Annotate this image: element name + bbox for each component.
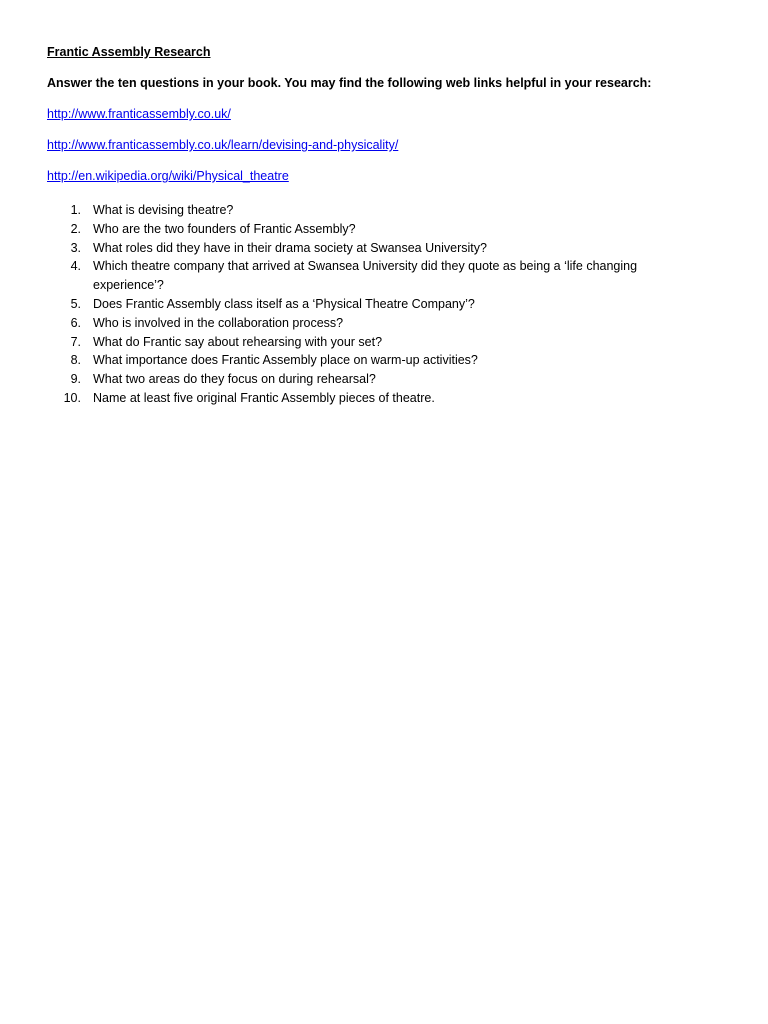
question-text: Who is involved in the collaboration process? [93, 315, 344, 330]
question-number: 9. [70, 372, 81, 387]
intro-paragraph: Answer the ten questions in your book. You may find the following web links helpful in your research: [47, 76, 652, 90]
question-item [47, 201, 707, 220]
link-frantic-home[interactable]: http://www.franticassembly.co.uk/ [47, 107, 231, 121]
question-text: Does Frantic Assembly class itself as a ‘Physical Theatre Company’? [93, 296, 475, 311]
question-number: 3. [70, 240, 81, 255]
question-item [47, 389, 707, 408]
question-text: What do Frantic say about rehearsing with your set? [93, 334, 383, 349]
question-text: What importance does Frantic Assembly place on warm-up activities? [93, 353, 478, 368]
question-item [47, 257, 707, 295]
question-item [47, 239, 707, 258]
question-number: 5. [70, 296, 81, 311]
question-number: 10. [63, 390, 81, 405]
question-text: What is devising theatre? [93, 203, 234, 217]
question-number: 1. [70, 203, 81, 217]
question-text: Which theatre company that arrived at Swansea University did they quote as being a ‘life changing experience’? [93, 259, 638, 293]
link-row [47, 136, 707, 156]
link-row [47, 105, 707, 125]
question-text: What roles did they have in their drama society at Swansea University? [93, 240, 487, 255]
link-frantic-devising[interactable]: http://www.franticassembly.co.uk/learn/devising-and-physicality/ [47, 138, 399, 152]
question-list [47, 201, 707, 408]
question-item [47, 220, 707, 239]
question-text: What two areas do they focus on during rehearsal? [93, 372, 376, 387]
question-text: Name at least five original Frantic Assembly pieces of theatre. [93, 390, 435, 405]
question-number: 7. [70, 334, 81, 349]
question-text: Who are the two founders of Frantic Assembly? [93, 221, 356, 236]
question-number: 6. [70, 315, 81, 330]
question-item [47, 314, 707, 333]
question-item [47, 295, 707, 314]
question-number: 8. [70, 353, 81, 368]
question-item [47, 333, 707, 352]
question-number: 4. [70, 259, 81, 274]
question-number: 2. [70, 221, 81, 236]
document-title: Frantic Assembly Research [47, 45, 211, 59]
question-item [47, 370, 707, 389]
link-wikipedia-physical-theatre[interactable]: http://en.wikipedia.org/wiki/Physical_theatre [47, 169, 289, 183]
link-row [47, 167, 707, 187]
document-content [47, 43, 707, 408]
question-item [47, 351, 707, 370]
